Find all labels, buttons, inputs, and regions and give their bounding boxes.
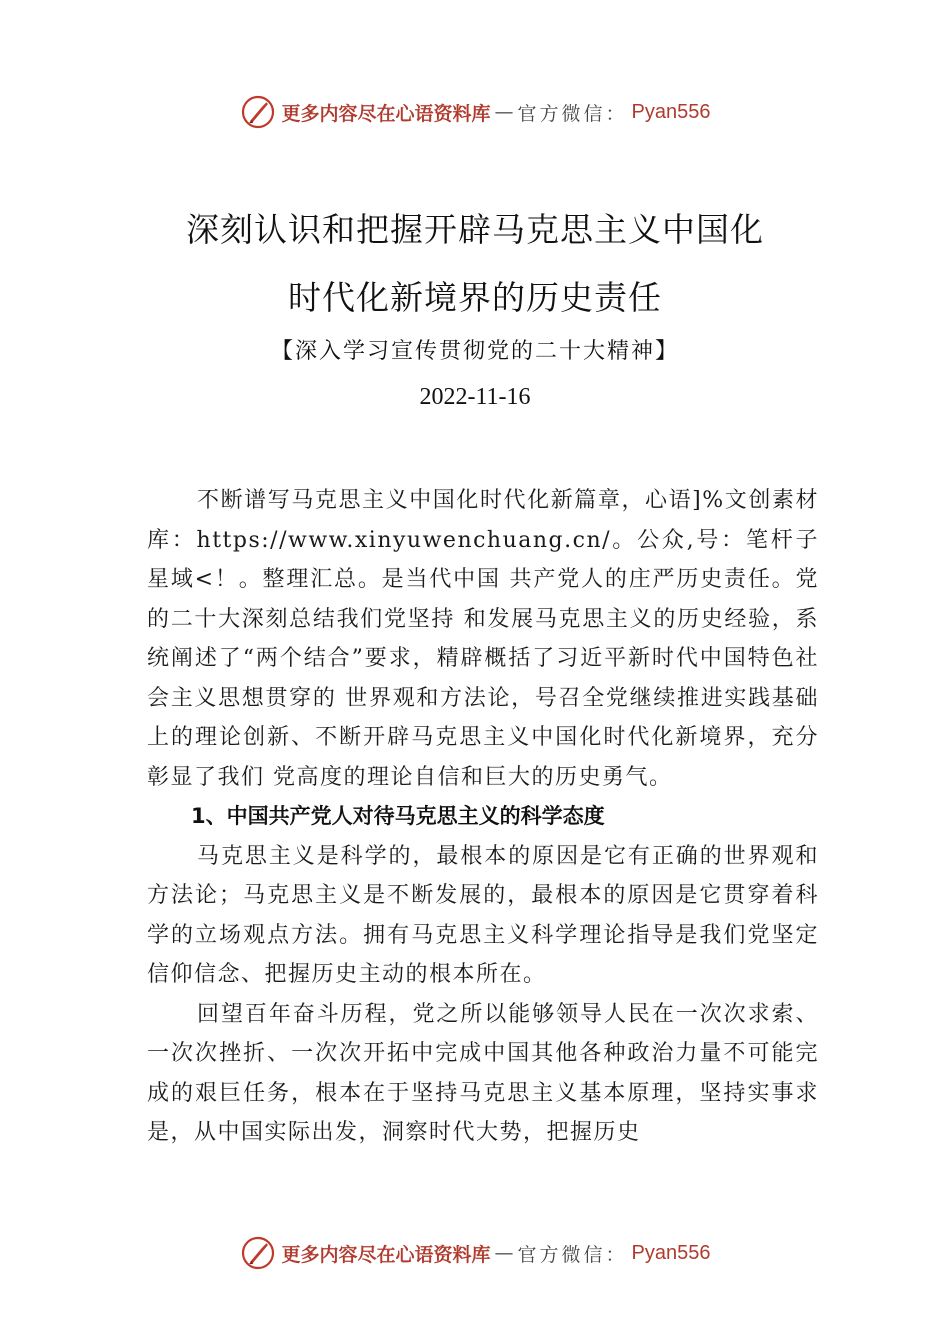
banner-wechat-id: Pyan556 (631, 100, 711, 123)
document-date: 2022-11-16 (419, 384, 531, 410)
section-heading: 1、中国共产党人对待马克思主义的科学态度 (191, 804, 605, 828)
banner-brand-text: 更多内容尽在心语资料库 (281, 1243, 491, 1266)
document-body (147, 481, 819, 1153)
banner-wechat-id: Pyan556 (631, 1241, 711, 1264)
quill-pen-logo-icon (240, 1235, 276, 1271)
banner-dash: — (494, 101, 514, 123)
section-paragraph: 马克思主义是科学的，最根本的原因是它有正确的世界观和方法论；马克思主义是不断发展的，最根本的原因是它贯穿着科学的立场观点方法。拥有马克思主义科学理论指导是我们党坚定信仰信念、把握历史主动的根本所在。 (147, 843, 819, 987)
quill-pen-logo-icon (240, 94, 276, 130)
document-title-line2: 时代化新境界的历史责任 (288, 278, 662, 317)
section-paragraph: 回望百年奋斗历程，党之所以能够领导人民在一次次求索、一次次挫折、一次次开拓中完成中国其他各种政治力量不可能完成的艰巨任务，根本在于坚持马克思主义基本原理，坚持实事求是，从中国实际出发，洞察时代大势，把握历史 (147, 1001, 819, 1145)
banner-wechat-label: 官方微信： (517, 102, 628, 125)
document-title-line1: 深刻认识和把握开辟马克思主义中国化 (186, 210, 764, 249)
banner-wechat-label: 官方微信： (517, 1243, 628, 1266)
header-banner (0, 92, 950, 132)
intro-paragraph: 不断谱写马克思主义中国化时代化新篇章，心语]%文创素材库：https://www.xinyuwenchuang.cn/。公众,号：笔杆子星域<！。整理汇总。是当代中国 共产党人的庄严历史责任。党的二十大深刻总结我们党坚持 和发展马克思主义的历史经验，系统阐述了“两个结合”要求，精辟概括了习近平新时代中国特色社会主义思想贯穿的 世界观和方法论，号召全党继续推进实践基础上的理论创新、不断开辟马克思主义中国化时代化新境界，充分彰显了我们 党高度的理论自信和巨大的历史勇气。 (147, 488, 819, 790)
footer-banner (0, 1233, 950, 1273)
banner-dash: — (494, 1242, 514, 1264)
document-subtitle: 【深入学习宣传贯彻党的二十大精神】 (270, 339, 679, 364)
banner-brand-text: 更多内容尽在心语资料库 (281, 102, 491, 125)
